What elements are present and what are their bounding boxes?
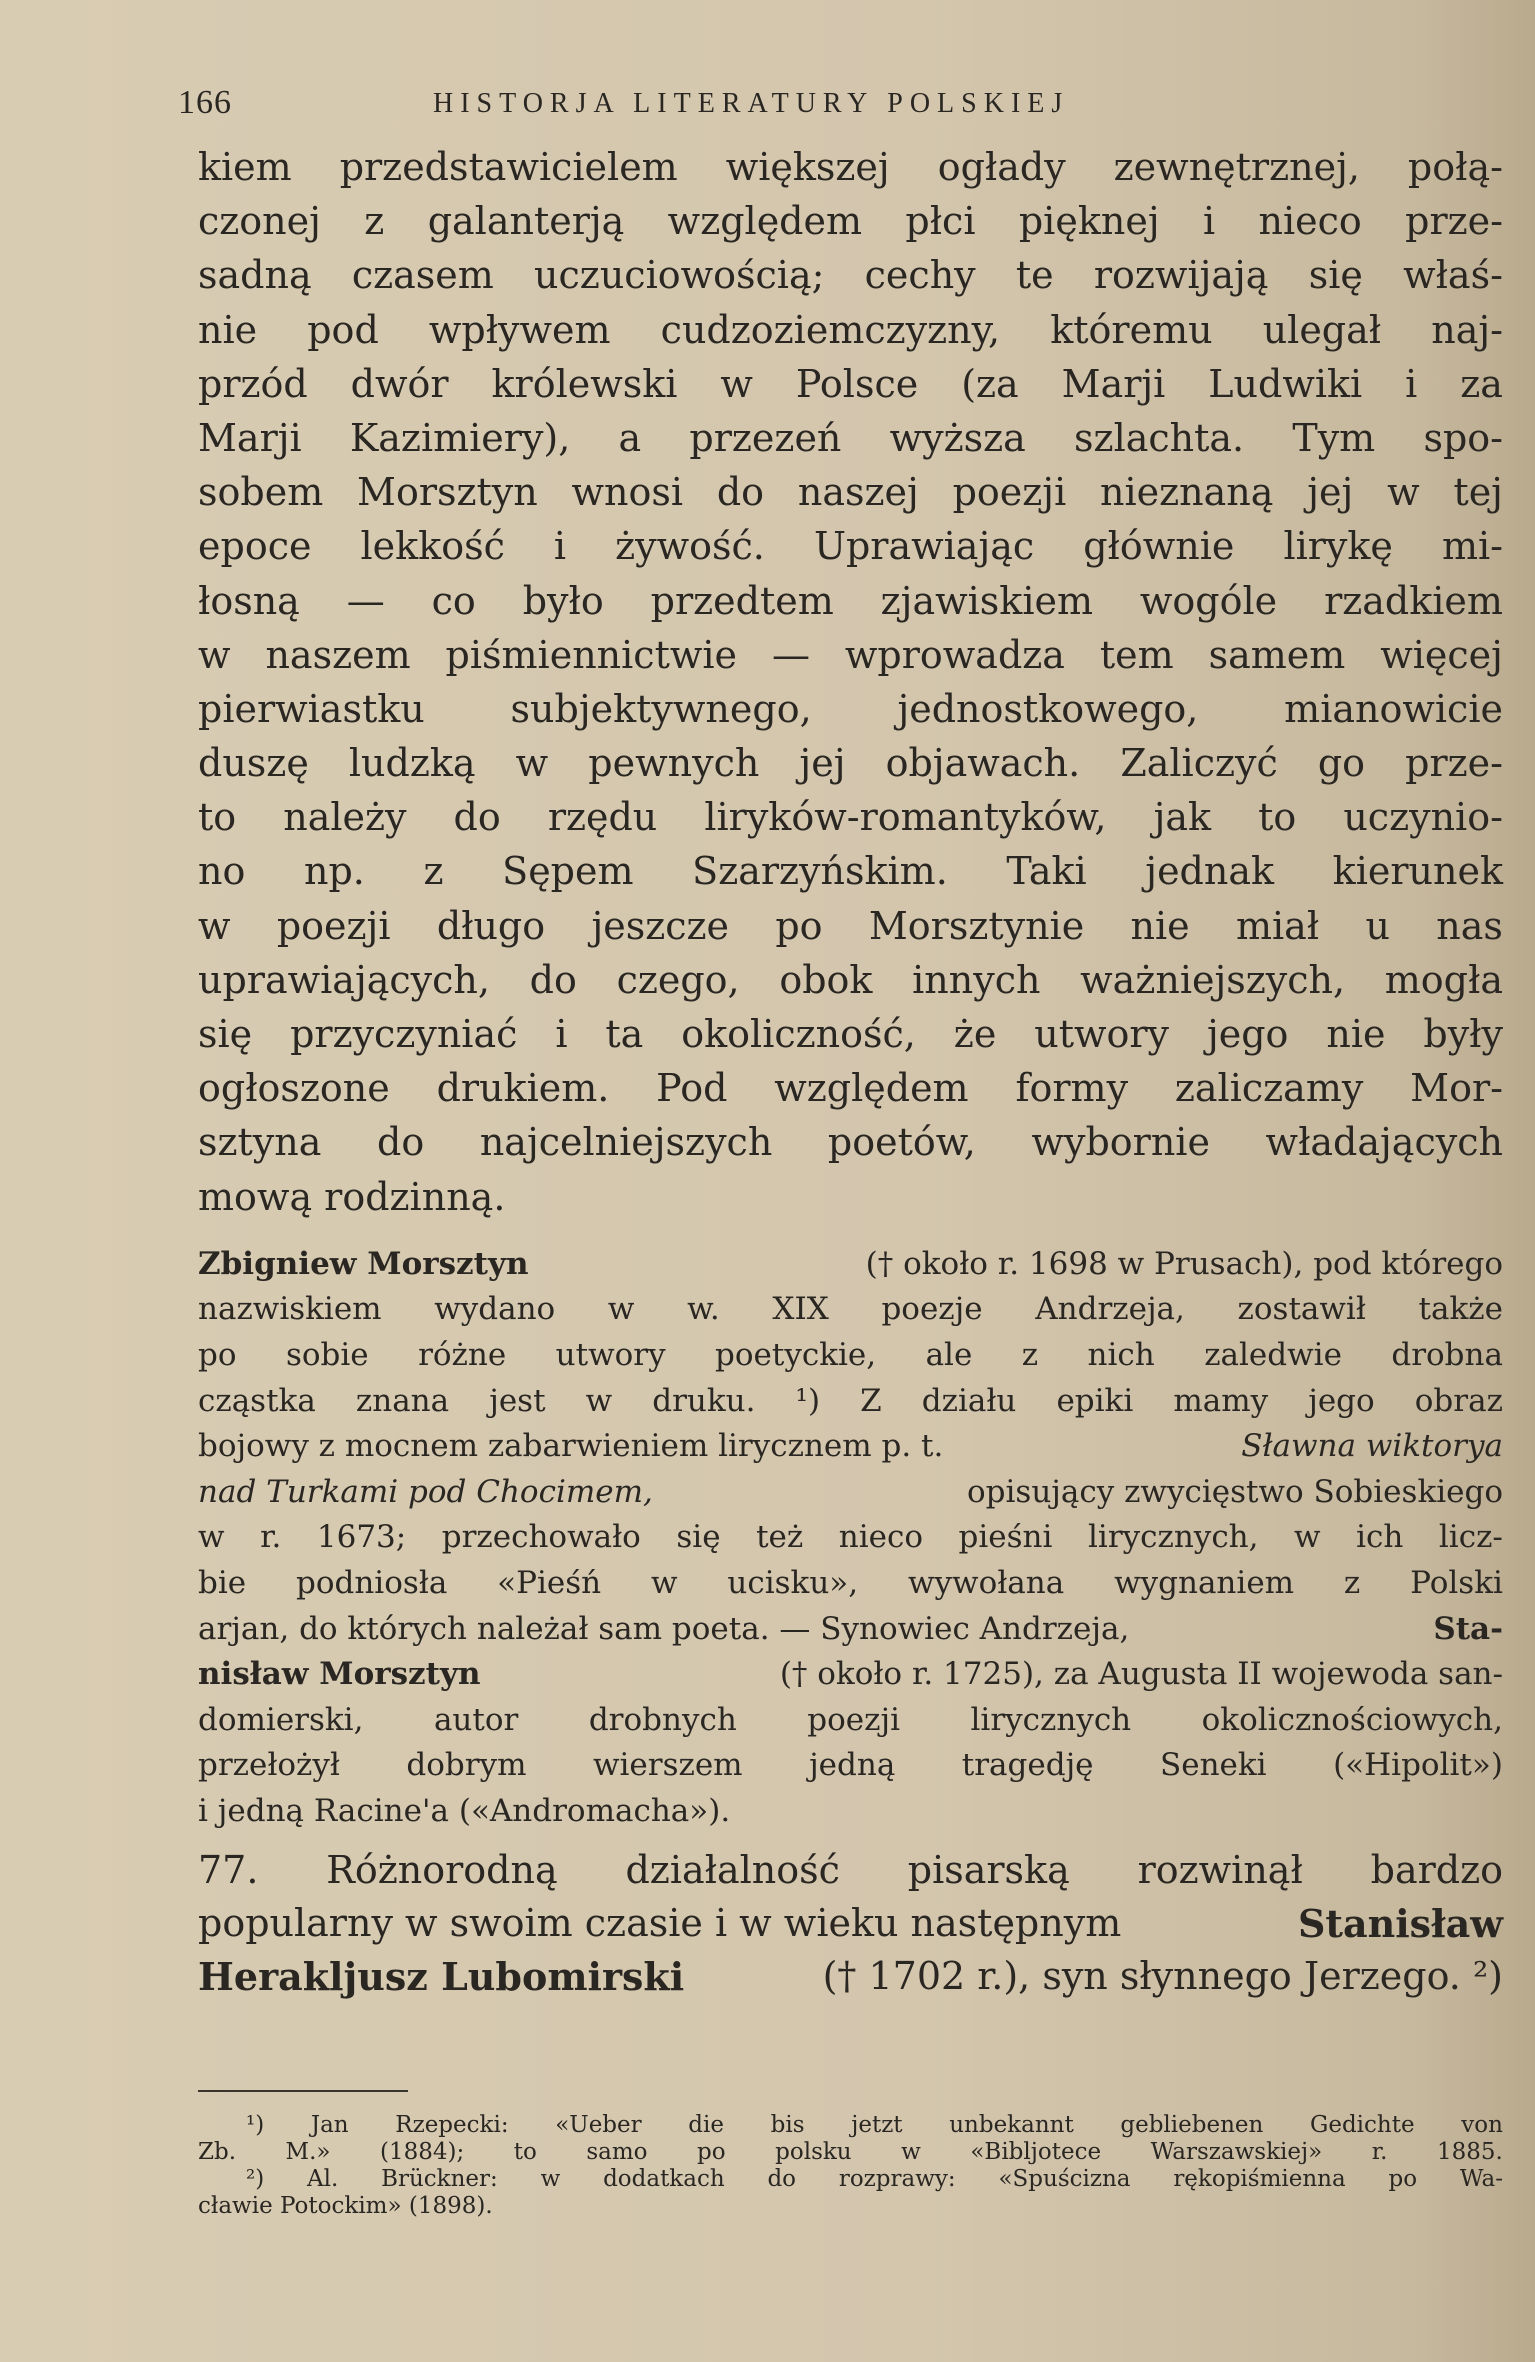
running-title: HISTORJA LITERATURY POLSKIEJ	[433, 88, 1070, 119]
text-line: epoce lekkość i żywość. Uprawiając głównie lirykę mi-	[198, 524, 1503, 569]
small-line	[198, 1652, 1503, 1698]
small-line: domierski, autor drobnych poezji lirycznych okolicznościowych,	[198, 1701, 1503, 1738]
main-paragraph	[198, 140, 1503, 1224]
small-line-text: († około r. 1725), za Augusta II wojewoda san-	[779, 1656, 1503, 1693]
footnote-line: cławie Potockim» (1898).	[198, 2193, 493, 2219]
person-name: Stanisław	[1297, 1901, 1503, 1947]
text-line: sobem Morsztyn wnosi do naszej poezji nieznaną jej w tej	[198, 470, 1503, 515]
text-line: uprawiających, do czego, obok innych ważniejszych, mogła	[198, 957, 1503, 1002]
work-title: Sławna wiktorya	[1241, 1428, 1503, 1465]
small-line: nazwiskiem wydano w w. XIX poezje Andrzeja, zostawił także	[198, 1291, 1503, 1328]
text-line: to należy do rzędu liryków-romantyków, jak to uczynio-	[198, 795, 1503, 840]
text-line: duszę ludzką w pewnych jej objawach. Zaliczyć go prze-	[198, 741, 1503, 786]
small-line: w r. 1673; przechowało się też nieco pieśni lirycznych, w ich licz-	[198, 1519, 1503, 1556]
small-line: przełożył dobrym wierszem jedną tragedję Seneki («Hipolit»)	[198, 1747, 1503, 1784]
section-77	[198, 1844, 1503, 2003]
footnote-line: ¹) Jan Rzepecki: «Ueber die bis jetzt unbekannt gebliebenen Gedichte von	[246, 2112, 1503, 2138]
page-header	[178, 84, 1278, 124]
small-line	[198, 1607, 1503, 1653]
small-line-text: arjan, do których należał sam poeta. — Synowiec Andrzeja,	[198, 1610, 1130, 1647]
text-line: w naszem piśmiennictwie — wprowadza tem samem więcej	[198, 632, 1503, 677]
text-line: łosną — co było przedtem zjawiskiem wogóle rzadkiem	[198, 578, 1503, 623]
small-line: bie podniosła «Pieśń w ucisku», wywołana wygnaniem z Polski	[198, 1564, 1503, 1601]
text-line: w poezji długo jeszcze po Morsztynie nie miał u nas	[198, 903, 1503, 948]
small-line: po sobie różne utwory poetyckie, ale z nich zaledwie drobna	[198, 1336, 1503, 1373]
person-name: Zbigniew Morsztyn	[198, 1245, 529, 1282]
text-line: ogłoszone drukiem. Pod względem formy zaliczamy Mor-	[198, 1066, 1503, 1111]
text-line: się przyczyniać i ta okoliczność, że utwory jego nie były	[198, 1012, 1503, 1056]
footnote-line: ²) Al. Brückner: w dodatkach do rozprawy: «Spuścizna rękopiśmienna po Wa-	[246, 2166, 1503, 2192]
small-print-paragraph	[198, 1242, 1503, 1835]
footnote-rule	[198, 2090, 408, 2092]
text-line: nie pod wpływem cudzoziemczyzny, któremu ulegał naj-	[198, 307, 1503, 352]
section-line	[198, 1950, 1503, 2003]
footnote-line: Zb. M.» (1884); to samo po polsku w «Bibljotece Warszawskiej» r. 1885.	[198, 2139, 1503, 2165]
small-line-text: opisujący zwycięstwo Sobieskiego	[966, 1473, 1503, 1510]
work-title: nad Turkami pod Chocimem,	[198, 1473, 653, 1510]
page-number: 166	[178, 84, 232, 121]
text-line: Marji Kazimiery), a przezeń wyższa szlachta. Tym spo-	[198, 415, 1503, 460]
small-line	[198, 1470, 1503, 1516]
section-line	[198, 1897, 1503, 1950]
small-line: i jedną Racine'a («Andromacha»).	[198, 1792, 731, 1829]
text-line: no np. z Sępem Szarzyńskim. Taki jednak kierunek	[198, 849, 1503, 894]
small-line	[198, 1242, 1503, 1288]
person-name: Sta-	[1433, 1610, 1503, 1647]
person-name: Herakljusz Lubomirski	[198, 1954, 685, 2000]
body-text	[198, 140, 1503, 2003]
text-line: kiem przedstawicielem większej ogłady zewnętrznej, połą-	[198, 145, 1503, 189]
small-line-text: († około r. 1698 w Prusach), pod którego	[865, 1245, 1503, 1282]
section-line-text: († 1702 r.), syn słynnego Jerzego. ²)	[822, 1954, 1503, 1999]
section-line-text: popularny w swoim czasie i w wieku następnym	[198, 1901, 1122, 1946]
section-line: 77. Różnorodną działalność pisarską rozwinął bardzo	[198, 1848, 1503, 1893]
text-line: sadną czasem uczuciowością; cechy te rozwijają się właś-	[198, 253, 1503, 298]
text-line: czonej z galanterją względem płci pięknej i nieco prze-	[198, 199, 1503, 244]
small-line-text: bojowy z mocnem zabarwieniem lirycznem p. t.	[198, 1428, 944, 1465]
person-name: nisław Morsztyn	[198, 1656, 481, 1693]
text-line: przód dwór królewski w Polsce (za Marji Ludwiki i za	[198, 361, 1503, 406]
text-line: sztyna do najcelniejszych poetów, wybornie władających	[198, 1120, 1503, 1165]
small-line: cząstka znana jest w druku. ¹) Z działu epiki mamy jego obraz	[198, 1382, 1503, 1419]
text-line: pierwiastku subjektywnego, jednostkowego, mianowicie	[198, 686, 1503, 731]
text-line: mową rodzinną.	[198, 1174, 506, 1219]
footnotes	[198, 2112, 1503, 2220]
small-line	[198, 1424, 1503, 1470]
